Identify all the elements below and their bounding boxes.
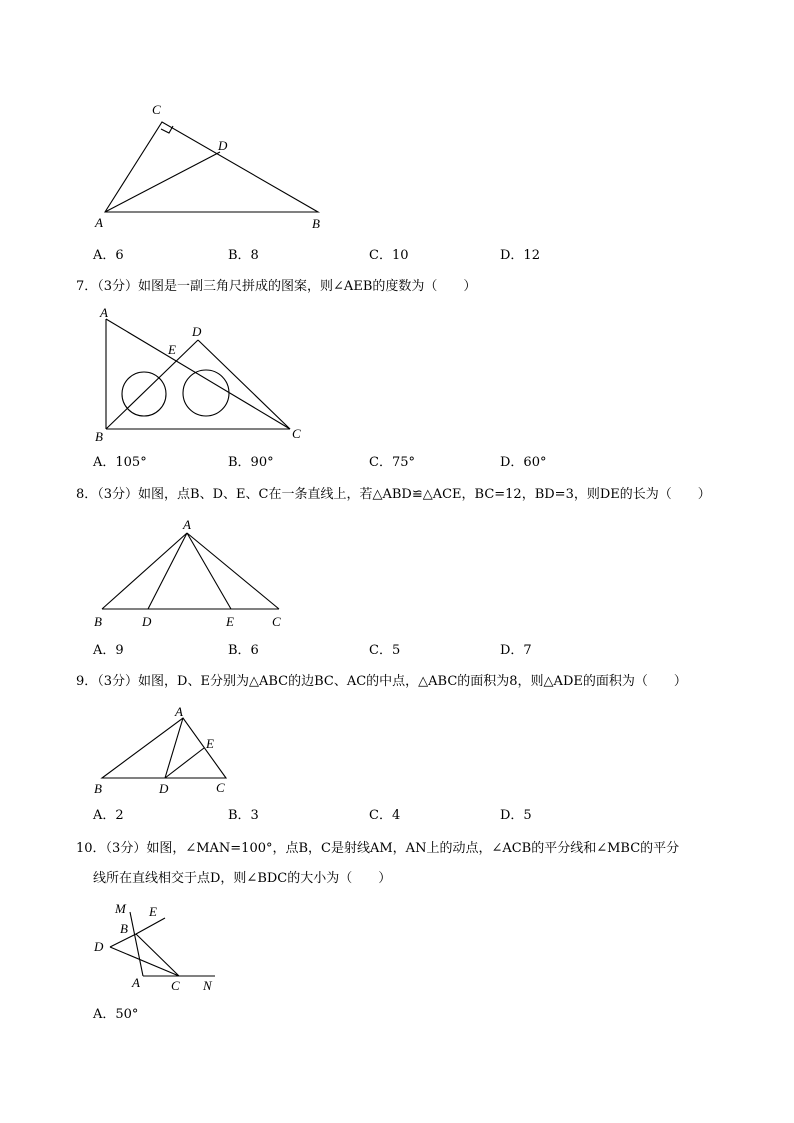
q6-option-d[interactable]: D．12: [500, 248, 540, 263]
q8-option-b[interactable]: B．6: [228, 643, 259, 658]
q10-label-a: A: [132, 975, 140, 990]
q8-label-d: D: [142, 614, 152, 629]
q6-label-d: D: [218, 138, 228, 153]
q6-label-b: B: [312, 216, 320, 231]
q6-option-c[interactable]: C．10: [369, 248, 409, 263]
q6-option-b[interactable]: B．8: [228, 248, 259, 263]
q6-label-a: A: [95, 215, 103, 230]
q10-segment-dc: [110, 947, 179, 976]
q10-stem-line1: 10．（3分）如图，∠MAN=100°，点B，C是射线AM，AN上的动点，∠ACB的平分线和∠MBC的平分: [76, 841, 680, 856]
q9-label-a: A: [175, 704, 183, 719]
q8-label-b: B: [94, 614, 102, 629]
q9-label-b: B: [94, 781, 102, 796]
q9-option-d[interactable]: D．5: [500, 808, 532, 823]
q10-label-c: C: [171, 978, 180, 993]
q6-label-c: C: [152, 102, 161, 117]
q7-label-c: C: [292, 426, 301, 441]
q10-segment-bc: [136, 934, 179, 976]
q7-option-a[interactable]: A．105°: [93, 455, 147, 470]
q7-triangle-hole-left: [122, 372, 166, 416]
q8-label-a: A: [183, 517, 191, 532]
q6-triangle-abc: [105, 122, 318, 212]
q9-option-a[interactable]: A．2: [93, 808, 124, 823]
q8-segment-ad: [148, 533, 187, 609]
q9-label-d: D: [159, 781, 169, 796]
q7-option-c[interactable]: C．75°: [369, 455, 415, 470]
q6-figure: [90, 100, 340, 235]
q8-option-d[interactable]: D．7: [500, 643, 532, 658]
q9-stem: 9．（3分）如图，D、E分别为△ABC的边BC、AC的中点，△ABC的面积为8，则△ADE的面积为（ ）: [76, 674, 687, 689]
q7-label-a: A: [100, 305, 108, 320]
q7-option-d[interactable]: D．60°: [500, 455, 547, 470]
q7-label-e: E: [168, 342, 176, 357]
q7-label-d: D: [192, 324, 202, 339]
q7-stem: 7．（3分）如图是一副三角尺拼成的图案，则∠AEB的度数为（ ）: [76, 279, 477, 294]
q10-label-m: M: [115, 901, 126, 916]
q7-figure: [90, 305, 320, 445]
q6-option-a[interactable]: A．6: [93, 248, 124, 263]
q10-stem-line2: 线所在直线相交于点D，则∠BDC的大小为（ ）: [93, 871, 392, 886]
q6-segment-ad: [105, 152, 220, 212]
q9-option-c[interactable]: C．4: [369, 808, 401, 823]
q8-figure: [90, 515, 300, 633]
q7-label-b: B: [95, 429, 103, 444]
q10-option-a[interactable]: A．50°: [93, 1007, 139, 1022]
q8-segment-ab: [102, 533, 187, 609]
q9-figure: [90, 703, 240, 798]
q10-ray-am: [130, 912, 143, 976]
q8-segment-ae: [187, 533, 231, 609]
q8-label-c: C: [272, 614, 281, 629]
q10-figure: [90, 900, 225, 1000]
q10-label-n: N: [203, 978, 212, 993]
q10-label-b: B: [120, 921, 128, 936]
q10-segment-be: [136, 918, 165, 934]
q9-segment-de: [165, 748, 204, 778]
q8-label-e: E: [226, 614, 234, 629]
q9-segment-ad: [165, 718, 183, 778]
q8-stem: 8．（3分）如图，点B、D、E、C在一条直线上，若△ABD≌△ACE，BC=12，BD=3，则DE的长为（ ）: [76, 487, 711, 502]
q8-segment-ac: [187, 533, 279, 609]
q7-triangle-hole-right: [183, 370, 229, 416]
q10-label-d: D: [94, 939, 104, 954]
q8-option-a[interactable]: A．9: [93, 643, 124, 658]
q9-label-e: E: [206, 736, 214, 751]
q10-label-e: E: [149, 904, 157, 919]
q8-option-c[interactable]: C．5: [369, 643, 401, 658]
q9-label-c: C: [216, 780, 225, 795]
q9-option-b[interactable]: B．3: [228, 808, 259, 823]
q7-option-b[interactable]: B．90°: [228, 455, 274, 470]
